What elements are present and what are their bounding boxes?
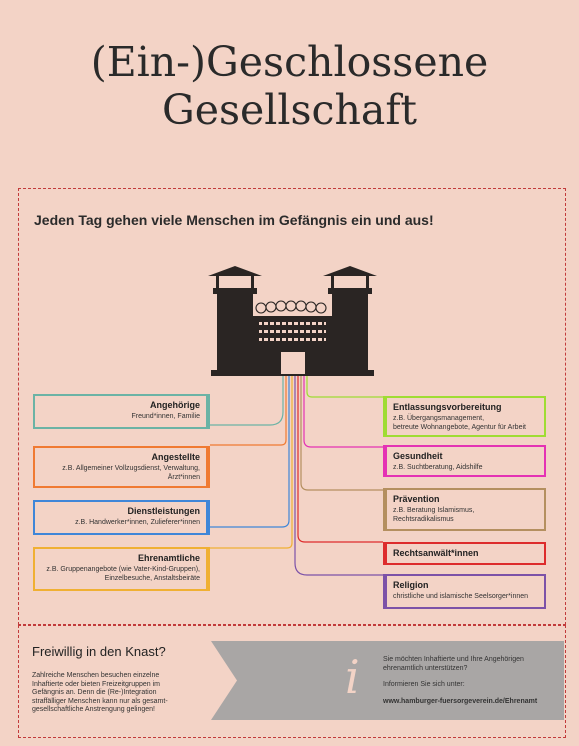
info-icon: i xyxy=(345,650,360,704)
footer-text: Zahlreiche Menschen besuchen einzelne Inhaftierte oder bieten Freizeitgruppen im Gefängnis an. Denn die (Re-)Integration straffälliger Menschen kann nur als gesamt-gesellschaftliche Anstrengung gelingen! xyxy=(32,672,168,713)
box-title: Prävention xyxy=(393,494,440,504)
box-religion xyxy=(383,574,546,609)
box-title: Religion xyxy=(393,580,429,590)
box-subtitle: z.B. Gruppenangebote (wie Vater-Kind-Gruppen), xyxy=(46,566,200,573)
box-subtitle: Freund*innen, Familie xyxy=(131,413,200,420)
headline: Jeden Tag gehen viele Menschen im Gefängnis ein und aus! xyxy=(34,212,434,228)
box-title: Rechtsanwält*innen xyxy=(393,548,479,558)
banner-url-link[interactable]: www.hamburger-fuersorgeverein.de/Ehrenamt xyxy=(383,698,538,705)
box-subtitle-2: betreute Wohnangebote, Agentur für Arbeit xyxy=(393,423,526,431)
box-title: Angestellte xyxy=(151,452,200,462)
box-angestellte xyxy=(33,446,210,488)
box-ehrenamtliche xyxy=(33,547,210,591)
box-dienstleistungen xyxy=(33,500,210,535)
box-subtitle: z.B. Suchtberatung, Aidshilfe xyxy=(393,464,483,471)
box-rechtsanwaelte xyxy=(383,542,546,565)
box-angehoerige xyxy=(33,394,210,429)
box-subtitle: christliche und islamische Seelsorger*innen xyxy=(393,593,529,600)
box-subtitle-2: Rechtsradikalismus xyxy=(393,515,454,523)
box-praevention xyxy=(383,488,546,531)
page-title-line1: (Ein-)Geschlossene xyxy=(90,38,489,86)
banner-info: Informieren Sie sich unter: xyxy=(383,681,465,688)
box-subtitle: z.B. Handwerker*innen, Zulieferer*innen xyxy=(75,519,200,526)
box-subtitle-2: Einzelbesuche, Anstaltsbeiräte xyxy=(104,574,200,582)
prison-icon xyxy=(205,262,380,382)
page-title-line2: Gesellschaft xyxy=(161,86,418,134)
footer-title: Freiwillig in den Knast? xyxy=(32,644,166,659)
box-subtitle-2: Ärzt*innen xyxy=(167,473,200,481)
box-gesundheit xyxy=(383,445,546,477)
box-title: Ehrenamtliche xyxy=(137,553,200,563)
box-title: Gesundheit xyxy=(393,451,443,461)
box-subtitle: z.B. Übergangsmanagement, xyxy=(393,415,485,422)
box-subtitle: z.B. Allgemeiner Vollzugsdienst, Verwaltung, xyxy=(62,465,200,472)
banner-question: Sie möchten Inhaftierte und Ihre Angehörigen ehrenamtlich unterstützen? xyxy=(383,656,524,672)
box-title: Entlassungsvorbereitung xyxy=(393,402,502,412)
box-entlassungsvorbereitung xyxy=(383,396,546,437)
box-title: Dienstleistungen xyxy=(127,506,200,516)
box-subtitle: z.B. Beratung Islamismus, xyxy=(393,507,475,514)
box-title: Angehörige xyxy=(149,400,200,410)
